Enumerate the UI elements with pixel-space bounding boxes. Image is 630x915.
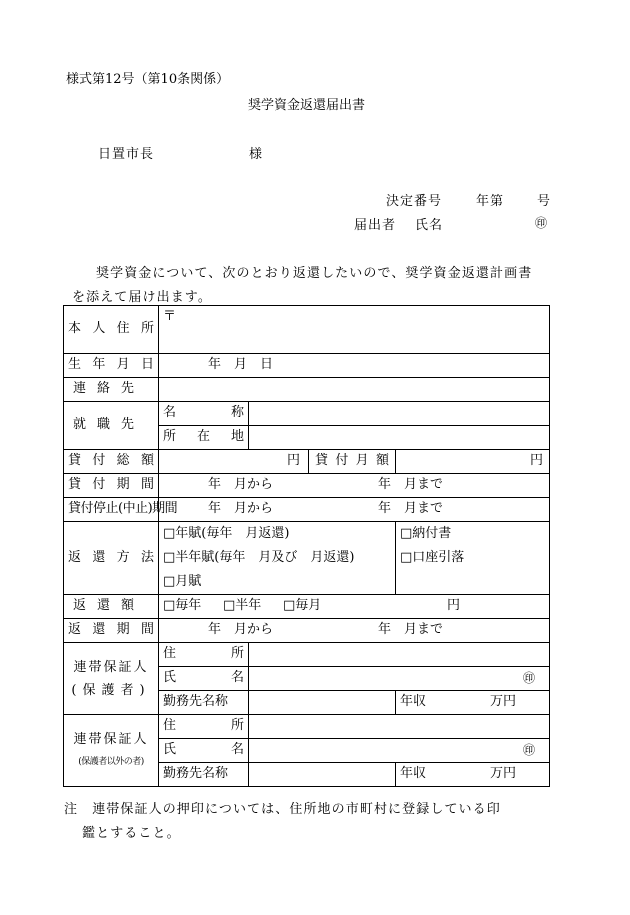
return-form-table bbox=[63, 305, 550, 787]
intro-line-1: 奨学資金について、次のとおり返還したいので、奨学資金返還計画書 bbox=[96, 266, 533, 281]
address-label: 本人住所 bbox=[64, 306, 159, 354]
method-label: 返還方法 bbox=[64, 522, 159, 595]
row-repay-method bbox=[64, 522, 550, 595]
contact-field[interactable] bbox=[159, 378, 550, 402]
addressee-honorific: 様 bbox=[249, 147, 263, 162]
monthly-yen: 円 bbox=[530, 453, 544, 469]
amount-field[interactable] bbox=[159, 595, 550, 619]
g1-address-field[interactable] bbox=[249, 643, 550, 667]
form-number: 様式第12号（第10条関係） bbox=[66, 72, 230, 87]
postal-mark: 〒 bbox=[163, 309, 177, 324]
loan-total-yen: 円 bbox=[286, 453, 300, 469]
row-address bbox=[64, 306, 550, 354]
method-option-monthly[interactable]: □月賦 bbox=[163, 574, 202, 589]
row-birth bbox=[64, 354, 550, 378]
loan-stop-field[interactable] bbox=[159, 498, 550, 522]
method-option-semiannual[interactable]: □半年賦(毎年 月及び 月返還) bbox=[163, 550, 355, 565]
guarantor2-sub: (保護者以外の者) bbox=[78, 756, 144, 767]
g2-work-field[interactable] bbox=[249, 763, 396, 787]
employer-address-field[interactable] bbox=[249, 426, 550, 450]
note-line-2: 鑑とすること。 bbox=[82, 826, 181, 841]
amount-opt-half[interactable]: □半年 bbox=[223, 598, 262, 614]
intro-line-2: を添えて届け出ます。 bbox=[72, 290, 212, 305]
addressee: 日置市長 bbox=[98, 147, 155, 162]
repay-period-field[interactable] bbox=[159, 619, 550, 643]
repay-period-to: 年 月まで bbox=[378, 622, 444, 638]
amount-label: 返還額 bbox=[64, 595, 159, 619]
g2-income-unit: 万円 bbox=[490, 766, 517, 782]
g1-income-label: 年収 bbox=[400, 694, 427, 710]
row-loan-period bbox=[64, 474, 550, 498]
guarantor2-label: 連帯保証人 bbox=[73, 731, 149, 747]
employer-name-label: 名称 bbox=[159, 402, 249, 426]
row-contact bbox=[64, 378, 550, 402]
g2-name-label: 氏名 bbox=[159, 739, 249, 763]
amount-opt-yearly[interactable]: □毎年 bbox=[163, 598, 202, 614]
contact-label: 連絡先 bbox=[64, 378, 159, 402]
amount-yen: 円 bbox=[447, 598, 461, 614]
guarantor2-label-cell bbox=[64, 715, 159, 787]
monthly-field[interactable] bbox=[396, 450, 550, 474]
loan-period-label: 貸付期間 bbox=[64, 474, 159, 498]
g2-work-label: 勤務先名称 bbox=[159, 763, 249, 787]
g2-address-label: 住所 bbox=[159, 715, 249, 739]
loan-stop-label: 貸付停止(中止)期間 bbox=[64, 498, 159, 522]
decision-number-suffix: 号 bbox=[537, 194, 551, 209]
row-repay-amount bbox=[64, 595, 550, 619]
repay-period-from: 年 月から bbox=[208, 622, 274, 638]
g1-work-field[interactable] bbox=[249, 691, 396, 715]
row-guarantor1-address bbox=[64, 643, 550, 667]
g1-name-label: 氏名 bbox=[159, 667, 249, 691]
g1-income-unit: 万円 bbox=[490, 694, 517, 710]
method-option-annual[interactable]: □年賦(毎年 月返還) bbox=[163, 526, 290, 541]
row-employer-name bbox=[64, 402, 550, 426]
g1-seal-mark: ㊞ bbox=[523, 670, 536, 685]
method-options bbox=[159, 522, 396, 595]
loan-period-from: 年 月から bbox=[208, 477, 274, 493]
row-repay-period bbox=[64, 619, 550, 643]
decision-year-label: 年第 bbox=[476, 194, 505, 209]
applicant-name-label: 氏名 bbox=[415, 218, 444, 233]
row-loan-stop bbox=[64, 498, 550, 522]
employer-label: 就職先 bbox=[64, 402, 159, 450]
note-line-1: 注 連帯保証人の押印については、住所地の市町村に登録している印 bbox=[64, 802, 501, 817]
applicant-label: 届出者 bbox=[354, 218, 397, 233]
loan-stop-from: 年 月から bbox=[208, 501, 274, 517]
guarantor1-sub: (保護者) bbox=[71, 682, 151, 698]
g1-name-field[interactable] bbox=[249, 667, 550, 691]
row-loan-amounts bbox=[64, 450, 550, 474]
g1-income-field[interactable] bbox=[396, 691, 550, 715]
loan-period-to: 年 月まで bbox=[378, 477, 444, 493]
applicant-seal-mark: ㊞ bbox=[535, 216, 548, 230]
loan-total-label: 貸付総額 bbox=[64, 450, 159, 474]
repay-period-label: 返還期間 bbox=[64, 619, 159, 643]
g1-work-label: 勤務先名称 bbox=[159, 691, 249, 715]
employer-name-field[interactable] bbox=[249, 402, 550, 426]
g1-address-label: 住所 bbox=[159, 643, 249, 667]
pay-option-debit[interactable]: □口座引落 bbox=[400, 550, 465, 565]
birth-field[interactable]: 年 月 日 bbox=[159, 354, 550, 378]
document-title: 奨学資金返還届出書 bbox=[248, 98, 366, 113]
g2-income-field[interactable] bbox=[396, 763, 550, 787]
pay-option-slip[interactable]: □納付書 bbox=[400, 526, 452, 541]
g2-income-label: 年収 bbox=[400, 766, 427, 782]
address-field[interactable] bbox=[159, 306, 550, 354]
g2-name-field[interactable] bbox=[249, 739, 550, 763]
loan-stop-to: 年 月まで bbox=[378, 501, 444, 517]
payment-options bbox=[396, 522, 550, 595]
loan-period-field[interactable] bbox=[159, 474, 550, 498]
employer-address-label: 所在地 bbox=[159, 426, 249, 450]
loan-total-field[interactable] bbox=[159, 450, 309, 474]
row-guarantor2-address bbox=[64, 715, 550, 739]
birth-label: 生年月日 bbox=[64, 354, 159, 378]
g2-address-field[interactable] bbox=[249, 715, 550, 739]
guarantor1-label: 連帯保証人 bbox=[73, 659, 149, 675]
g2-seal-mark: ㊞ bbox=[523, 742, 536, 757]
guarantor1-label-cell bbox=[64, 643, 159, 715]
amount-opt-monthly[interactable]: □毎月 bbox=[283, 598, 322, 614]
decision-number-label: 決定番号 bbox=[386, 194, 443, 209]
monthly-label: 貸付月額 bbox=[309, 450, 396, 474]
